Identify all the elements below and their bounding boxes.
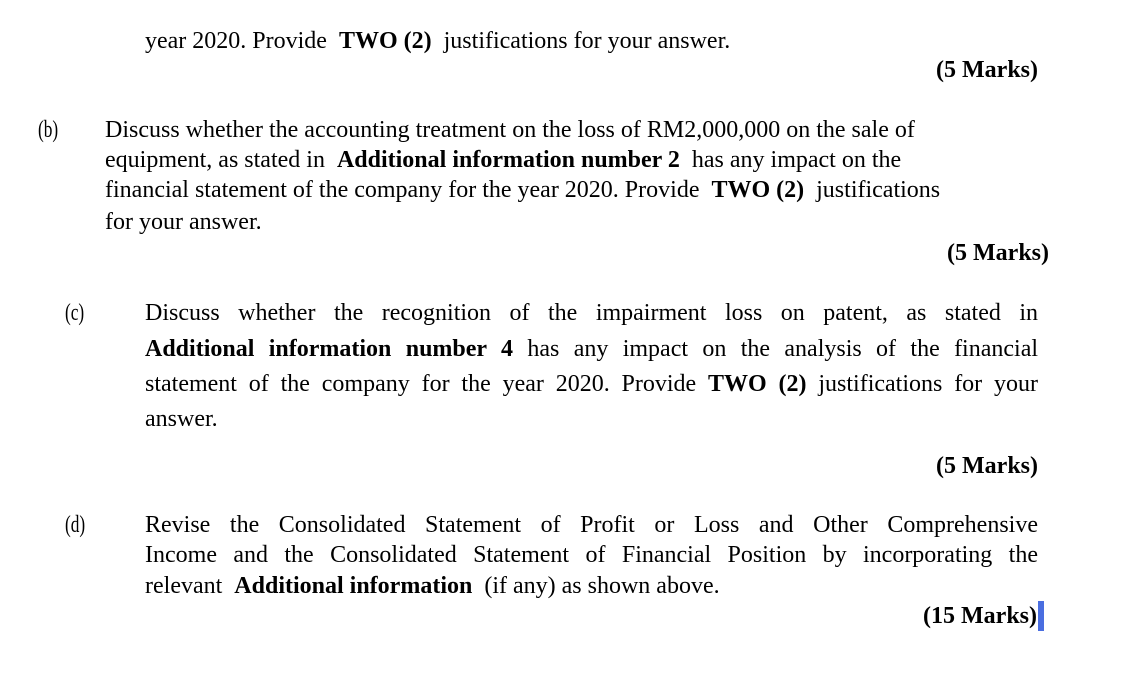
text-segment: equipment, as stated in	[105, 147, 331, 173]
bold-text: Additional information	[234, 573, 473, 599]
question-c-line	[145, 298, 1038, 328]
text-segment: (if any) as shown above.	[478, 573, 720, 599]
question-b-line	[105, 145, 907, 175]
marks-label: (5 Marks)	[936, 57, 1038, 83]
text-segment: Income and the Consolidated Statement of Financial Position by incorporating the	[145, 542, 1038, 568]
question-b-line	[105, 175, 946, 205]
question-b-line	[105, 115, 921, 145]
question-c-line	[145, 404, 224, 434]
question-label-d: (d)	[65, 512, 86, 538]
text-segment: financial statement of the company for the year 2020. Provide	[105, 177, 706, 203]
question-d-line	[145, 571, 726, 601]
question-d-line	[145, 510, 1038, 540]
bold-text: Additional information number 2	[336, 147, 680, 173]
text-segment: answer.	[145, 406, 218, 432]
intro-text-line	[145, 26, 736, 56]
text-segment: has any impact on the	[685, 147, 902, 173]
text-segment: Revise the Consolidated Statement of Profit or Loss and Other Comprehensive	[145, 512, 1038, 538]
text-segment: justifications for your answer.	[437, 28, 731, 54]
marks-label: (5 Marks)	[936, 453, 1038, 479]
bold-text: TWO (2)	[338, 28, 432, 54]
bold-text: TWO (2)	[708, 371, 807, 397]
text-segment: statement of the company for the year 2020. Provide	[145, 371, 709, 397]
text-segment: has any impact on the analysis of the financial	[527, 336, 1039, 362]
question-label-c: (c)	[65, 300, 85, 326]
question-d-line	[145, 540, 1038, 570]
bold-text: TWO (2)	[711, 177, 805, 203]
question-label-b: (b)	[38, 117, 59, 143]
question-b-line	[105, 207, 268, 237]
question-c-line	[145, 369, 1038, 399]
text-segment: for your answer.	[105, 209, 262, 235]
text-segment: year 2020. Provide	[145, 28, 333, 54]
text-cursor	[1038, 601, 1044, 631]
text-segment: relevant	[145, 573, 229, 599]
text-segment: justifications	[810, 177, 941, 203]
marks-label: (15 Marks)	[923, 603, 1037, 629]
question-c-line	[145, 334, 1038, 364]
text-segment: justifications for your	[818, 371, 1039, 397]
marks-label: (5 Marks)	[947, 240, 1049, 266]
text-segment: Discuss whether the recognition of the impairment loss on patent, as stated in	[145, 300, 1038, 326]
text-segment: Discuss whether the accounting treatment on the loss of RM2,000,000 on the sale of	[105, 117, 915, 143]
bold-text: Additional information number 4	[145, 336, 513, 362]
